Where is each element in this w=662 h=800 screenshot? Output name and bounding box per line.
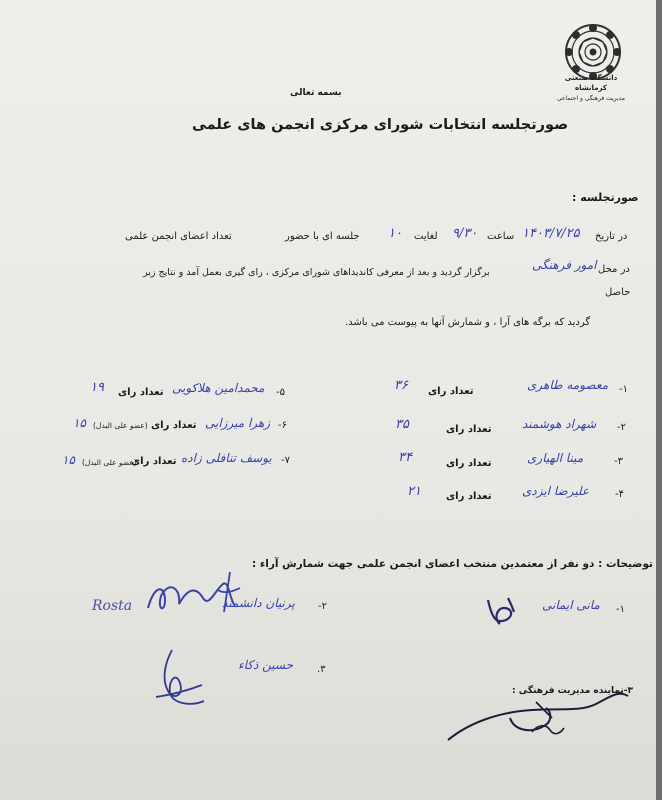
votes-value: ۱۵ [73, 416, 86, 430]
result-num: ۳- [614, 456, 623, 467]
votes-label: تعداد رای [151, 420, 197, 431]
minutes-heading: صورتجلسه : [572, 191, 639, 204]
signature-text: Rosta [92, 598, 133, 614]
time-label: ساعت [487, 231, 515, 242]
time-to-value: ۱۰ [388, 226, 402, 241]
invocation: بسمه تعالی [290, 88, 342, 98]
alternate-note: (عضو علی البدل) [93, 421, 148, 430]
result-num: ۴- [615, 489, 624, 500]
logo-line1: دانشگاه صنعتی [564, 74, 618, 82]
result-num: ۱- [619, 384, 628, 395]
trustee-name: حسین ذکاء [238, 658, 294, 672]
trustee-num: ۱- [616, 604, 625, 615]
result-num: ۲- [617, 422, 626, 433]
votes-label: تعداد رای [428, 386, 474, 397]
signature-icon [528, 718, 568, 740]
candidate-name: محمدامین هلاکویی [172, 381, 265, 395]
minutes-attachment-text: گردید که برگه های آرا ، و شمارش آنها به پیوست می باشد. [345, 317, 591, 328]
representative-label: ۳-نماینده مدیریت فرهنگی : [512, 686, 633, 696]
votes-label: تعداد رای [446, 491, 492, 502]
minutes-text: برگزار گردید و بعد از معرفی کاندیداهای شورای مرکزی ، رای گیری بعمل آمد و نتایج زیر [143, 267, 490, 278]
members-text: تعداد اعضای انجمن علمی [125, 231, 232, 242]
votes-value: ۱۵ [62, 453, 75, 467]
candidate-name: شهراد هوشمند [522, 417, 597, 431]
candidate-name: زهرا میرزایی [205, 416, 271, 430]
alternate-note: (عضو علی البدل) [82, 458, 137, 467]
trustee-num: ۳. [317, 664, 326, 675]
signature-icon [150, 645, 210, 710]
place-value: امور فرهنگی [532, 258, 597, 272]
trustee-name: پرنیان دانشمند [222, 596, 295, 610]
attendance-text: جلسه ای با حضور [285, 231, 360, 242]
page-title: صورتجلسه انتخابات شورای مرکزی انجمن های علمی [192, 117, 569, 133]
signature-icon [440, 682, 640, 752]
minutes-text-cont: حاصل [605, 287, 631, 298]
result-num: ۶- [278, 420, 287, 431]
result-num: ۷- [281, 455, 290, 466]
votes-value: ۱۹ [90, 380, 104, 395]
candidate-name: یوسف تنافلی زاده [181, 451, 272, 465]
votes-label: تعداد رای [446, 458, 492, 469]
trustee-name: مانی ایمانی [542, 598, 600, 612]
votes-value: ۲۱ [407, 484, 421, 499]
candidate-name: علیرضا ایزدی [522, 484, 590, 498]
votes-label: تعداد رای [118, 387, 164, 398]
signature-icon [480, 590, 520, 630]
votes-label: تعداد رای [446, 424, 492, 435]
date-value: ۱۴۰۳/۷/۲۵ [522, 226, 580, 241]
candidate-name: معصومه طاهری [527, 378, 609, 392]
logo-line2: کرمانشاه [575, 84, 607, 92]
votes-value: ۳۶ [394, 378, 408, 393]
place-label: در محل [598, 264, 630, 275]
votes-value: ۳۵ [395, 417, 409, 432]
candidate-name: مینا الهیاری [527, 451, 584, 465]
until-label: لغایت [414, 231, 438, 242]
signature-icon [210, 570, 250, 615]
notes-label: توضیحات : دو نفر از معتمدین منتخب اعضای انجمن علمی جهت شمارش آراء : [252, 558, 653, 570]
votes-value: ۳۴ [398, 450, 412, 465]
trustee-num: ۲- [318, 601, 327, 612]
votes-label: تعداد رای [131, 456, 177, 467]
logo-line3: مدیریت فرهنگی و اجتماعی [556, 95, 626, 102]
time-from-value: ۹/۳۰ [452, 226, 478, 241]
date-label: در تاریخ [595, 231, 628, 242]
result-num: ۵- [276, 387, 285, 398]
